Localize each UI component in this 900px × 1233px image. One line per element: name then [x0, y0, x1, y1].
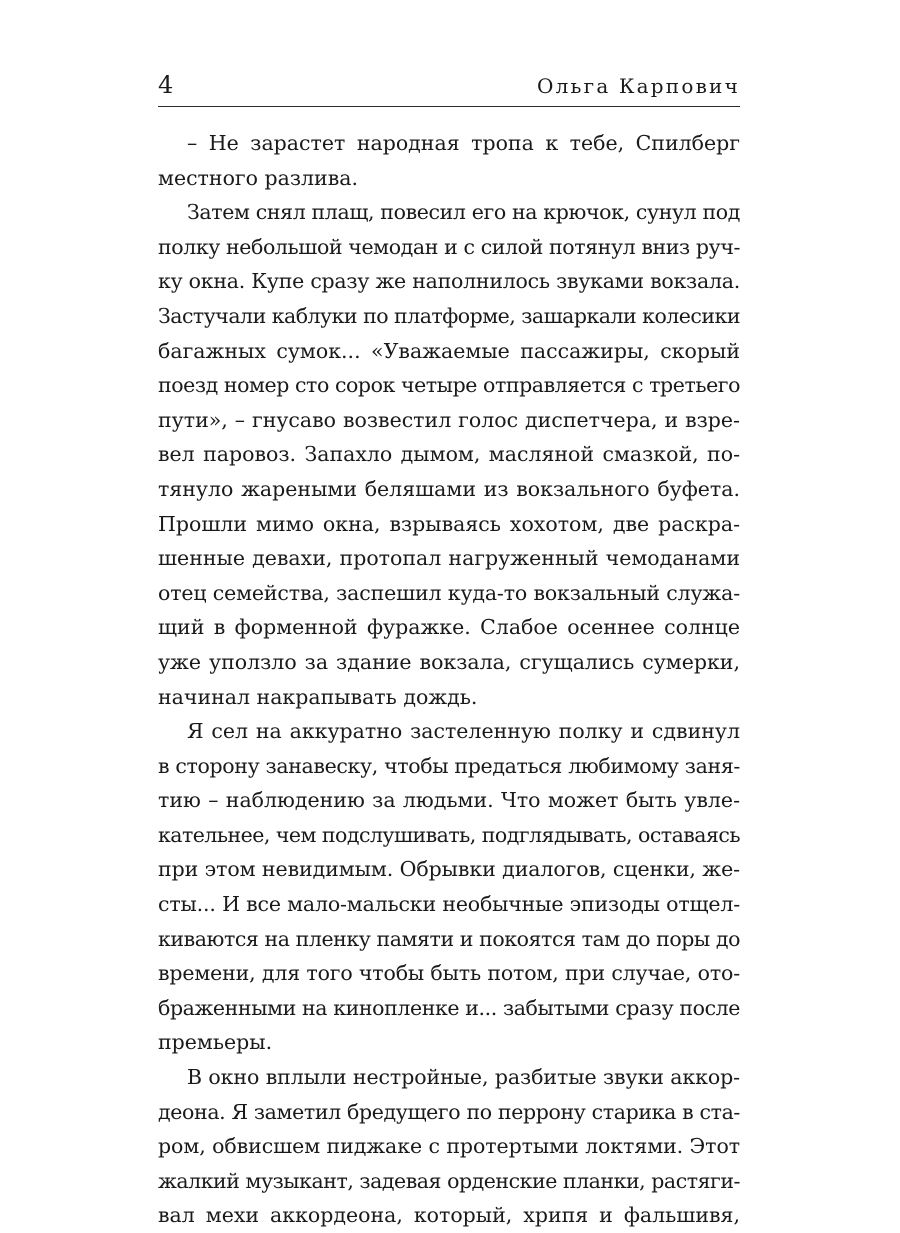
text-line: полку небольшой чемодан и с силой потянул вниз руч-: [158, 234, 740, 259]
text-line: вал мехи аккордеона, который, хрипя и фальшивя,: [158, 1203, 740, 1228]
text-line: поезд номер сто сорок четыре отправляется с третьего: [158, 373, 740, 398]
text-line: Я сел на аккуратно застеленную полку и сдвинул: [187, 719, 740, 744]
text-line: Затем снял плащ, повесил его на крючок, сунул под: [187, 200, 740, 225]
text-line: в сторону занавеску, чтобы предаться любимому заня-: [158, 753, 740, 778]
text-line: деона. Я заметил бредущего по перрону старика в ста-: [158, 1099, 740, 1124]
text-line: ку окна. Купе сразу же наполнилось звуками вокзала.: [158, 269, 740, 294]
text-line: шенные девахи, протопал нагруженный чемоданами: [158, 546, 740, 571]
text-line: багажных сумок... «Уважаемые пассажиры, скорый: [158, 338, 740, 363]
running-head: [158, 62, 740, 102]
text-line: В окно вплыли нестройные, разбитые звуки аккор-: [187, 1065, 740, 1090]
text-line: – Не зарастет народная тропа к тебе, Спилберг: [187, 131, 740, 155]
text-line: вел паровоз. Запахло дымом, масляной смазкой, по-: [158, 442, 740, 467]
text-line: ром, обвисшем пиджаке с протертыми локтями. Этот: [158, 1134, 740, 1159]
header-rule: [158, 106, 740, 107]
text-line: сты... И все мало-мальски необычные эпизоды отщел-: [158, 892, 740, 917]
text-line: Застучали каблуки по платформе, зашаркали колесики: [158, 303, 740, 328]
page-number: 4: [158, 71, 174, 99]
text-line: щий в форменной фуражке. Слабое осеннее солнце: [158, 615, 740, 640]
text-line: пути», – гнусаво возвестил голос диспетчера, и взре-: [158, 407, 740, 432]
text-line: киваются на пленку памяти и покоятся там до поры до: [158, 926, 740, 951]
body-text: [158, 126, 740, 1233]
text-line: уже уползло за здание вокзала, сгущались сумерки,: [158, 649, 740, 674]
text-line: браженными на кинопленке и... забытыми сразу после: [158, 995, 740, 1020]
text-line: Прошли мимо окна, взрываясь хохотом, две раскра-: [158, 511, 740, 536]
text-line: местного разлива.: [158, 165, 358, 190]
text-line: кательнее, чем подслушивать, подглядывать, оставаясь: [158, 822, 740, 847]
text-line: премьеры.: [158, 1030, 273, 1055]
text-line: начинал накрапывать дождь.: [158, 684, 478, 709]
text-line: жалкий музыкант, задевая орденские планки, растяги-: [158, 1168, 740, 1193]
text-line: тию – наблюдению за людьми. Что может быть увле-: [158, 788, 740, 813]
text-line: отец семейства, заспешил куда-то вокзальный служа-: [158, 580, 740, 605]
author-name: Ольга Карпович: [537, 74, 740, 98]
text-line: времени, для того чтобы быть потом, при случае, ото-: [158, 961, 740, 986]
text-line: тянуло жареными беляшами из вокзального буфета.: [158, 476, 740, 501]
text-line: при этом невидимым. Обрывки диалогов, сценки, же-: [158, 857, 740, 882]
